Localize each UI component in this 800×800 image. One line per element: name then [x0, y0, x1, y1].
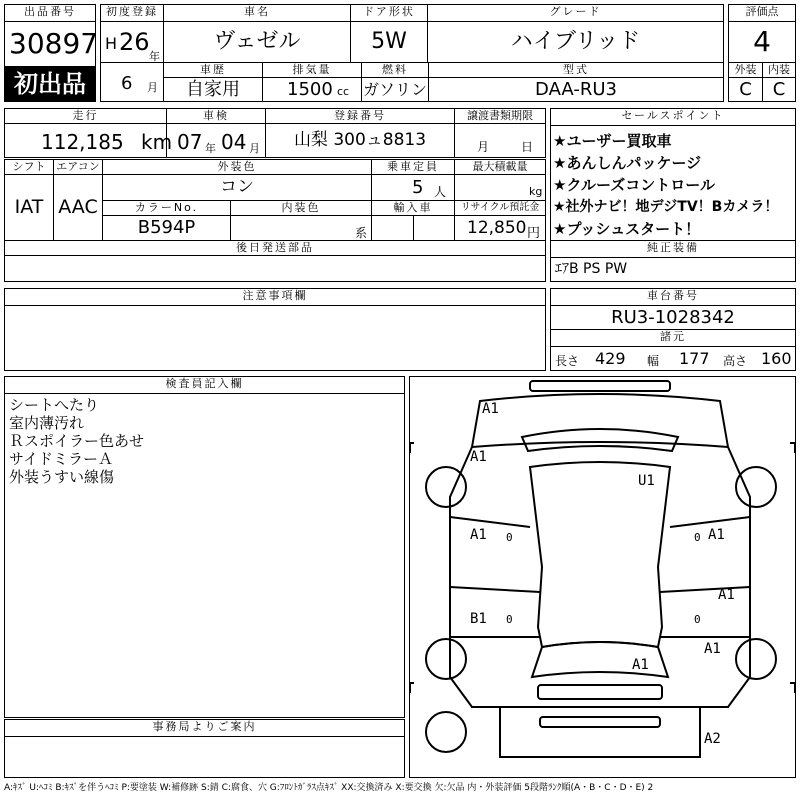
first-listing-badge: 初出品: [4, 66, 96, 102]
displacement: [262, 77, 362, 102]
transfer-day-unit: 日: [521, 140, 534, 154]
transfer-doc-date: [454, 123, 546, 158]
recycle-value: 12,850: [467, 218, 527, 238]
capacity-unit: 人: [434, 185, 447, 199]
damage-mark-front-bumper: A1: [482, 401, 499, 417]
score: 4: [728, 21, 796, 63]
interior-color: [230, 215, 372, 241]
capacity: [371, 174, 455, 201]
damage-mark-rear-hatch: A1: [632, 657, 649, 673]
dimensions: [550, 346, 796, 371]
month: 6: [121, 73, 133, 94]
office-label: 事務局よりご案内: [4, 719, 405, 737]
color-no-label: カラーNo.: [102, 200, 231, 216]
damage-mark-rear-bumper: A2: [704, 731, 721, 747]
damage-legend: A:ｷｽﾞ U:ﾍｺﾐ B:ｷｽﾞを伴うﾍｺﾐ P:要塗装 W:補修跡 S:錆 C:腐食、穴 G:ﾌﾛﾝﾄｶﾞﾗｽ点ｷｽﾞ XX:交換済み X:要交換 欠:欠品 内・外装評価 5段階ﾗﾝｸ順(A・B・C・D・E) 2: [4, 783, 654, 793]
car-outline: [410, 377, 795, 777]
interior-grade: C: [762, 77, 796, 102]
damage-mark-roof: U1: [638, 473, 655, 489]
grade: ハイブリッド: [427, 21, 724, 63]
fuel-label: 燃料: [361, 62, 429, 78]
history: 自家用: [163, 77, 263, 102]
import-value-right: [413, 215, 455, 241]
recycle-label: リサイクル預託金: [454, 200, 546, 216]
chassis-number: RU3-1028342: [550, 305, 796, 330]
insp-year-unit: 年: [205, 142, 216, 155]
first-registration-month: [100, 62, 164, 102]
ac: AAC: [53, 174, 103, 241]
sales-point: ★ユーザー買取車: [553, 132, 672, 150]
damage-mark-front-left-fender: A1: [470, 449, 487, 465]
sales-points: [550, 125, 796, 241]
length: 429: [595, 349, 626, 368]
inspector-notes: [4, 393, 405, 718]
era: H: [105, 34, 118, 53]
recycle-fee: [454, 215, 546, 241]
doors: 5W: [350, 21, 428, 63]
recycle-unit: 円: [527, 226, 541, 241]
damage-mark-left-front-door: A1: [470, 527, 487, 543]
inspector-line: Ｒスポイラー色あせ: [9, 432, 145, 450]
later-parts-label: 後日発送部品: [4, 240, 546, 256]
mileage: [4, 123, 173, 158]
damage-mark-left-rear-door: B1: [470, 611, 487, 627]
interior-color-unit: 系: [355, 226, 368, 240]
interior-label: 内装: [762, 62, 796, 78]
lot-number-label: 出品番号: [4, 4, 96, 22]
zero-mark: 0: [506, 531, 513, 544]
load-unit: kg: [529, 185, 543, 198]
length-label: 長さ: [555, 354, 580, 368]
mileage-label: 走行: [4, 108, 167, 124]
month-unit: 月: [147, 81, 158, 94]
inspection-date: [166, 123, 266, 158]
displacement-label: 排気量: [262, 62, 362, 78]
max-load-label: 最大積載量: [454, 159, 546, 175]
mileage-value: 112,185: [41, 130, 124, 154]
first-registration-label: 初度登録: [100, 4, 164, 22]
sales-points-label: セールスポイント: [550, 108, 796, 126]
insp-month-unit: 月: [249, 142, 260, 155]
plate-number: 山梨 300ュ8813: [265, 123, 455, 158]
year-unit: 年: [149, 50, 160, 63]
mileage-unit: km: [141, 130, 173, 154]
doors-label: ドア形状: [350, 4, 428, 22]
interior-color-label: 内装色: [230, 200, 372, 216]
grade-label: グレード: [427, 4, 724, 22]
height: 160: [761, 349, 792, 368]
inspector-label: 検査員記入欄: [4, 376, 405, 394]
score-label: 評価点: [728, 4, 796, 22]
exterior-color: コン: [102, 174, 372, 201]
inspector-line: シートへたり: [9, 396, 100, 414]
zero-mark: 0: [694, 613, 701, 626]
year: 26: [119, 28, 150, 56]
capacity-label: 乗車定員: [371, 159, 455, 175]
first-registration-year: [100, 21, 164, 63]
chassis-label: 車台番号: [550, 288, 796, 306]
history-label: 車歴: [163, 62, 263, 78]
capacity-value: 5: [412, 177, 424, 198]
office-area: [4, 736, 405, 778]
equipment-label: 純正装備: [550, 240, 796, 258]
later-parts: [4, 255, 546, 282]
import-label: 輸入車: [371, 200, 455, 216]
equipment: ｴｱB PS PW: [550, 257, 796, 282]
car-name: ヴェゼル: [163, 21, 351, 63]
ac-label: エアコン: [53, 159, 103, 175]
exterior-label: 外装: [728, 62, 763, 78]
insp-year: 07: [177, 130, 203, 154]
height-label: 高さ: [723, 354, 748, 368]
inspector-line: 外装うすい線傷: [9, 468, 115, 486]
width-label: 幅: [647, 354, 660, 368]
sales-point: ★社外ナビ！地デジTV！Bカメラ！: [553, 199, 779, 215]
width: 177: [679, 349, 710, 368]
inspector-line: サイドミラーＡ: [9, 450, 113, 468]
sales-point: ★クルーズコントロール: [553, 176, 715, 194]
car-damage-diagram: [409, 376, 796, 778]
fuel: ガソリン: [361, 77, 429, 102]
shift-label: シフト: [4, 159, 54, 175]
damage-mark-right-rear-door: A1: [718, 587, 735, 603]
color-no: B594P: [102, 215, 231, 241]
import-value-left: [371, 215, 414, 241]
inspector-line: 室内薄汚れ: [9, 414, 85, 432]
damage-mark-right-rear-fender: A1: [704, 641, 721, 657]
max-load: [454, 174, 546, 201]
transfer-month-unit: 月: [477, 140, 490, 154]
plate-label: 登録番号: [265, 108, 455, 124]
exterior-color-label: 外装色: [102, 159, 372, 175]
notes-label: 注意事項欄: [4, 288, 546, 306]
inspection-label: 車検: [166, 108, 266, 124]
sales-point: ★プッシュスタート！: [553, 220, 701, 238]
lot-number: 30897: [4, 21, 96, 67]
displacement-value: 1500: [287, 79, 333, 100]
displacement-unit: cc: [337, 85, 350, 98]
model: DAA-RU3: [428, 77, 724, 102]
notes-area: [4, 305, 546, 371]
insp-month: 04: [221, 130, 247, 154]
transfer-doc-label: 譲渡書類期限: [454, 108, 546, 124]
exterior-grade: C: [728, 77, 763, 102]
damage-mark-right-front-door: A1: [708, 527, 725, 543]
car-name-label: 車名: [163, 4, 351, 22]
zero-mark: 0: [694, 531, 701, 544]
sales-point: ★あんしんパッケージ: [553, 154, 702, 172]
model-label: 型式: [428, 62, 724, 78]
dims-label: 諸元: [550, 329, 796, 347]
zero-mark: 0: [506, 613, 513, 626]
shift: IAT: [4, 174, 54, 241]
